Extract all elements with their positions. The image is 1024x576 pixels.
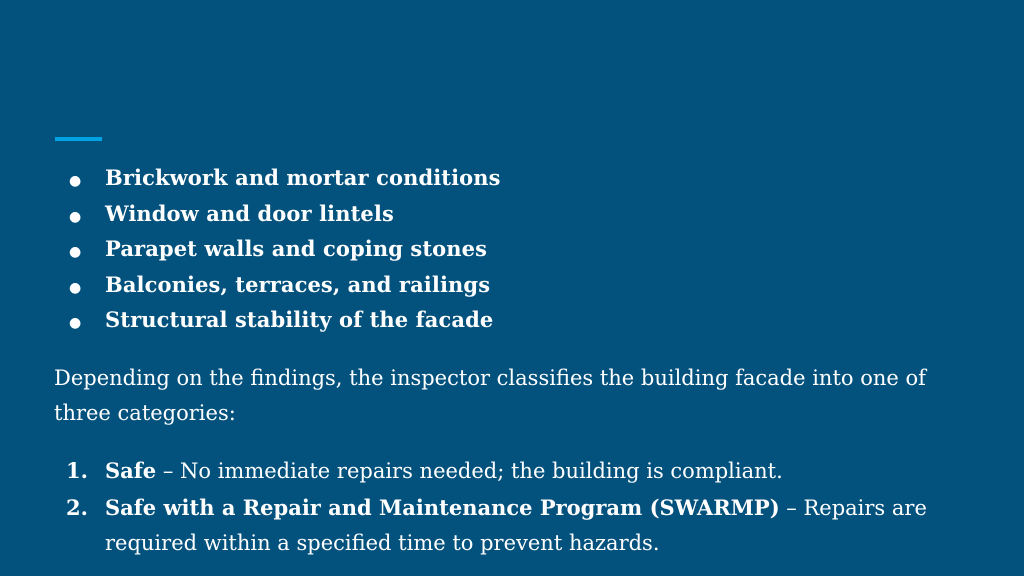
body-paragraph: Depending on the findings, the inspector classifies the building facade into one of three categories: (54, 366, 926, 425)
category-number: 2. (66, 494, 88, 520)
accent-bar (55, 137, 102, 141)
category-content (105, 490, 994, 562)
inspection-items-list (54, 160, 501, 338)
list-item (54, 196, 501, 232)
category-item (54, 490, 994, 562)
category-term: Safe (105, 458, 157, 483)
bullet-icon: ● (69, 279, 82, 296)
list-item-text: Structural stability of the facade (105, 307, 494, 332)
list-item-text: Parapet walls and coping stones (105, 236, 488, 261)
bullet-icon: ● (69, 208, 82, 225)
category-content (105, 453, 994, 490)
category-term: Safe with a Repair and Maintenance Program (SWARMP) (105, 494, 780, 520)
list-item (54, 267, 501, 303)
list-item-text: Brickwork and mortar conditions (105, 165, 501, 190)
bullet-icon: ● (69, 315, 82, 331)
category-number: 1. (66, 458, 88, 483)
list-item (54, 160, 501, 196)
list-item-text: Balconies, terraces, and railings (105, 271, 491, 297)
bullet-icon: ● (69, 244, 82, 260)
list-item-text: Window and door lintels (105, 200, 394, 226)
list-item (54, 231, 501, 267)
bullet-icon: ● (69, 173, 82, 189)
list-item (54, 302, 501, 338)
category-description: – Repairs are required within a specified time to prevent hazards. (105, 495, 927, 555)
categories-list (54, 453, 994, 562)
category-description: – No immediate repairs needed; the building is compliant. (156, 459, 783, 483)
category-item (54, 453, 994, 490)
